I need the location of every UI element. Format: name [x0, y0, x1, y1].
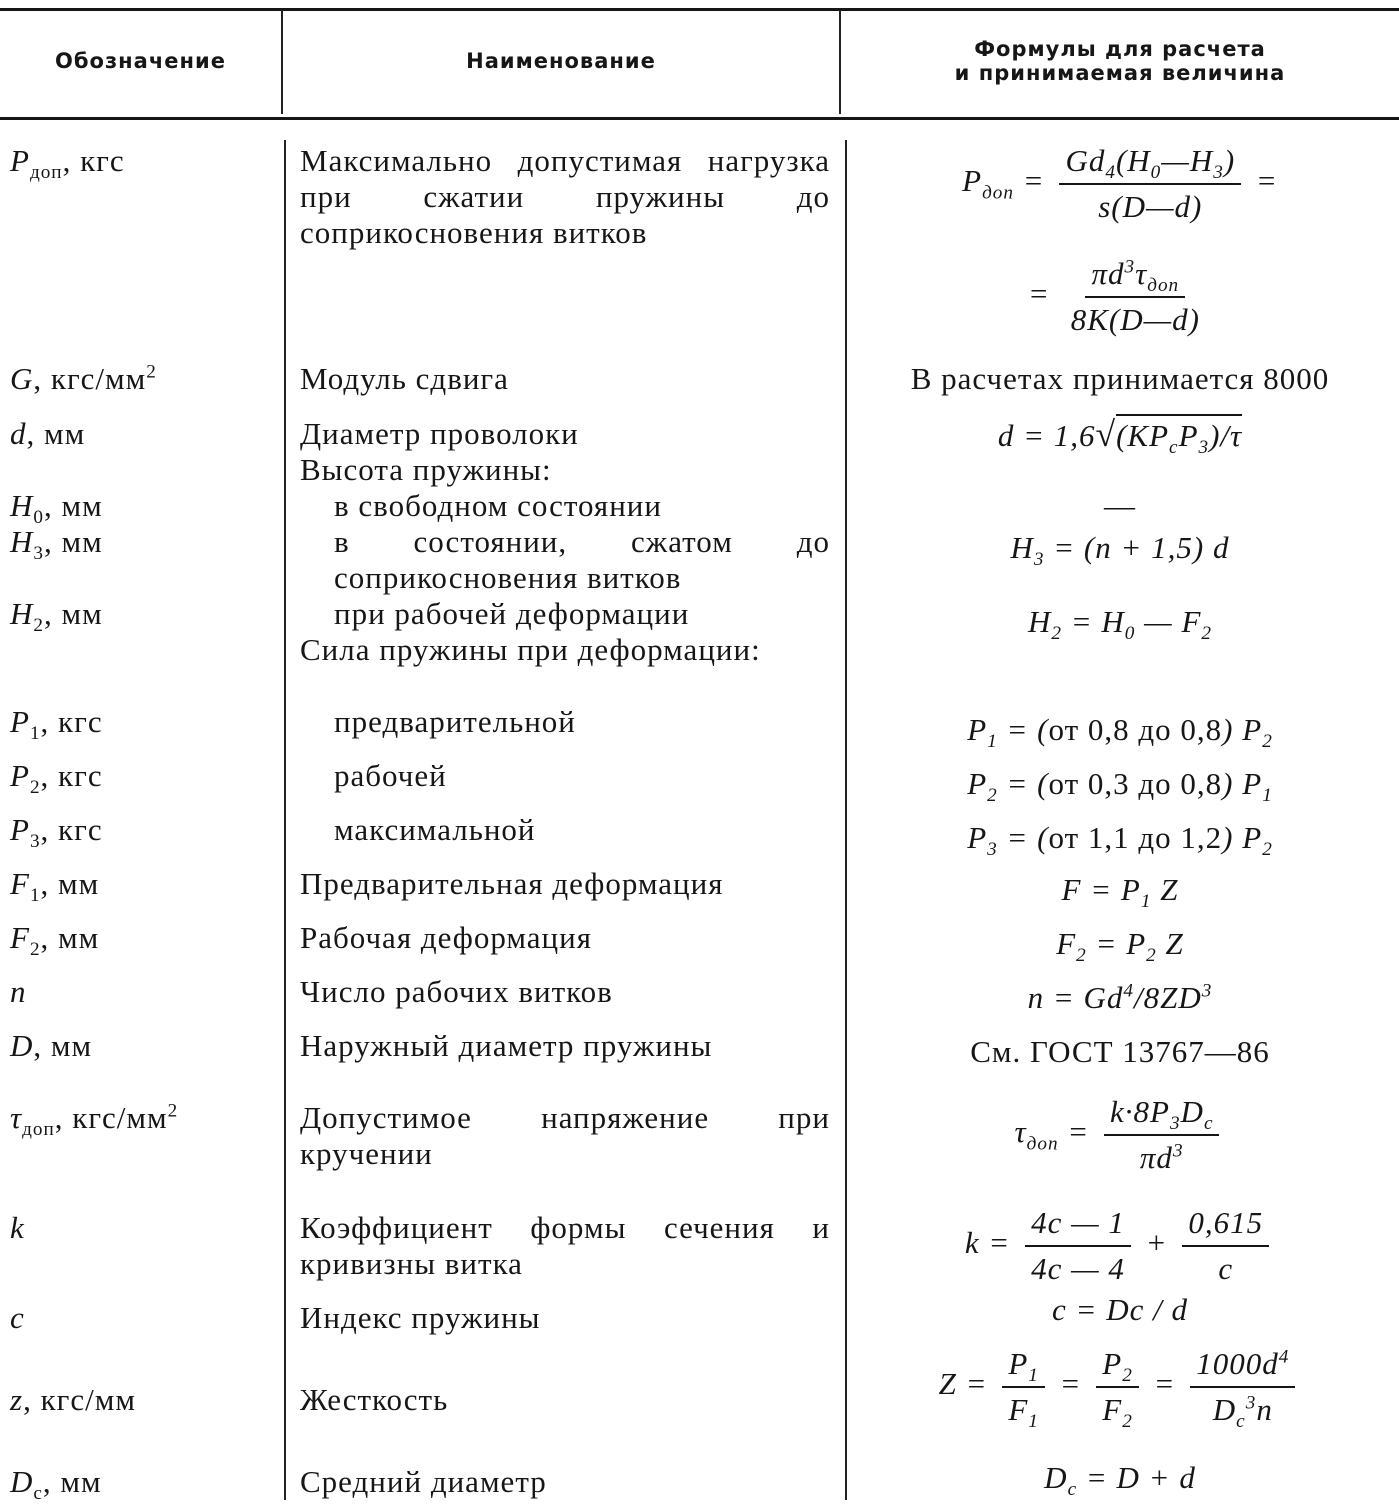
- name-g: Модуль сдвига: [300, 361, 509, 396]
- formula-p1: $P_1 = (от$ 0,8 до 0,8) $P_2$: [967, 712, 1273, 753]
- name-p3: максимальной: [334, 812, 536, 847]
- formula-tau: $\tau_{доп}$ = $\frac{k\cdot 8P_3D_c}{\pi d^3}$: [850, 1093, 1390, 1177]
- name-c: Индекс пружины: [300, 1300, 541, 1335]
- header-formula-line-1: Формулы для расчета: [974, 37, 1266, 61]
- table-top-rule: [0, 8, 1399, 11]
- name-d-outer: Наружный диаметр пружины: [300, 1028, 713, 1063]
- symbol-f2: $F_2$, мм: [10, 920, 100, 961]
- symbol-c: c: [10, 1300, 25, 1335]
- name-h2: при рабочей деформации: [334, 596, 690, 631]
- formula-p2: $P_2 = (от$ 0,3 до 0,8) $P_1$: [967, 766, 1273, 807]
- column-divider-1: [284, 140, 286, 1500]
- name-p-dop: Максимально допустимая нагрузка при сжатии пружины до соприкосновения витков: [300, 143, 830, 250]
- symbol-p2: $P_2$, кгс: [10, 758, 103, 799]
- symbol-d: d, мм: [10, 416, 86, 451]
- formula-n: $n = Gd^4/8ZD^3$: [1027, 980, 1213, 1015]
- formula-h0: —: [1104, 488, 1136, 523]
- symbol-f1: $F_1$, мм: [10, 866, 100, 907]
- formula-c: c = Dc / d: [1052, 1292, 1188, 1327]
- group-heading-force: Сила пружины при деформации:: [300, 632, 761, 667]
- symbol-h2: $H_2$, мм: [10, 596, 103, 637]
- formula-d-outer: См. ГОСТ 13767—86: [970, 1034, 1270, 1069]
- formula-d: $d = 1,6√(KP_cP_3)/\tau$: [997, 414, 1243, 459]
- formula-p-dop-line-2: = $\frac{\pi d^3\tau_{доп}}{8K(D—d)}$: [1028, 256, 1200, 337]
- header-bottom-rule: [0, 117, 1399, 120]
- name-f2: Рабочая деформация: [300, 920, 592, 955]
- formula-p-dop-line-1: $P_{доп}$ = $\frac{Gd_4(H_0—H_3)}{s(D—d)}$ =: [962, 143, 1278, 224]
- symbol-tau: $\tau_{доп}$, кгс/$мм^2$: [10, 1100, 179, 1141]
- symbol-d-outer: D, мм: [10, 1028, 93, 1063]
- header-name: Наименование: [466, 49, 656, 73]
- column-divider-2: [845, 140, 847, 1500]
- symbol-k: k: [10, 1210, 25, 1245]
- formula-g: В расчетах принимается 8000: [910, 361, 1330, 396]
- symbol-n: n: [10, 974, 27, 1009]
- header-formula-line-2: и принимаемая величина: [954, 61, 1286, 85]
- formula-z: Z = $\frac{P_1}{F_1}$ = $\frac{P_2}{F_2}$ = $\frac{1000d^4}{D_c^3n}$: [850, 1345, 1390, 1429]
- name-d: Диаметр проволоки: [300, 416, 579, 451]
- formula-h3: $H_3 = (n + 1,5)$ d: [1010, 530, 1230, 571]
- name-f1: Предварительная деформация: [300, 866, 724, 901]
- formula-p3: $P_3 = (от$ 1,1 до 1,2) $P_2$: [967, 820, 1273, 861]
- symbol-dc: $D_c$, мм: [10, 1464, 102, 1505]
- name-tau: Допустимое напряжение при кручении: [300, 1100, 830, 1171]
- symbol-p1: $P_1$, кгс: [10, 704, 103, 745]
- header-designation: Обозначение: [55, 49, 226, 73]
- name-p2: рабочей: [334, 758, 447, 793]
- symbol-g: G, кгс/$мм^2$: [10, 361, 157, 396]
- symbol-h0: $H_0$, мм: [10, 488, 103, 529]
- name-p1: предварительной: [334, 704, 576, 739]
- name-z: Жесткость: [300, 1382, 449, 1417]
- name-n: Число рабочих витков: [300, 974, 613, 1009]
- name-k: Коэффициент формы сечения и кривизны витка: [300, 1210, 830, 1281]
- symbol-p-dop: $P_{доп}$, кгс: [10, 143, 125, 184]
- symbol-z: z, кгс/мм: [10, 1382, 136, 1417]
- symbol-h3: $H_3$, мм: [10, 524, 103, 565]
- formula-f2: $F_2 = P_2$ Z: [1056, 926, 1184, 967]
- formula-dc: $D_c = D + d$: [1044, 1460, 1196, 1501]
- formula-k: k = $\frac{4c — 1}{4c — 4}$ + $\frac{0,615}{c}$: [850, 1204, 1390, 1288]
- name-h0: в свободном состоянии: [334, 488, 662, 523]
- header-formula: [841, 12, 1399, 110]
- group-heading-height: Высота пружины:: [300, 452, 552, 487]
- name-h3: в состоянии, сжатом до соприкосновения витков: [334, 524, 830, 595]
- symbol-p3: $P_3$, кгс: [10, 812, 103, 853]
- formula-h2: $H_2 = H_0$ — $F_2$: [1027, 604, 1213, 645]
- formula-f1: $F = P_1$ Z: [1061, 872, 1179, 913]
- name-dc: Средний диаметр: [300, 1464, 547, 1499]
